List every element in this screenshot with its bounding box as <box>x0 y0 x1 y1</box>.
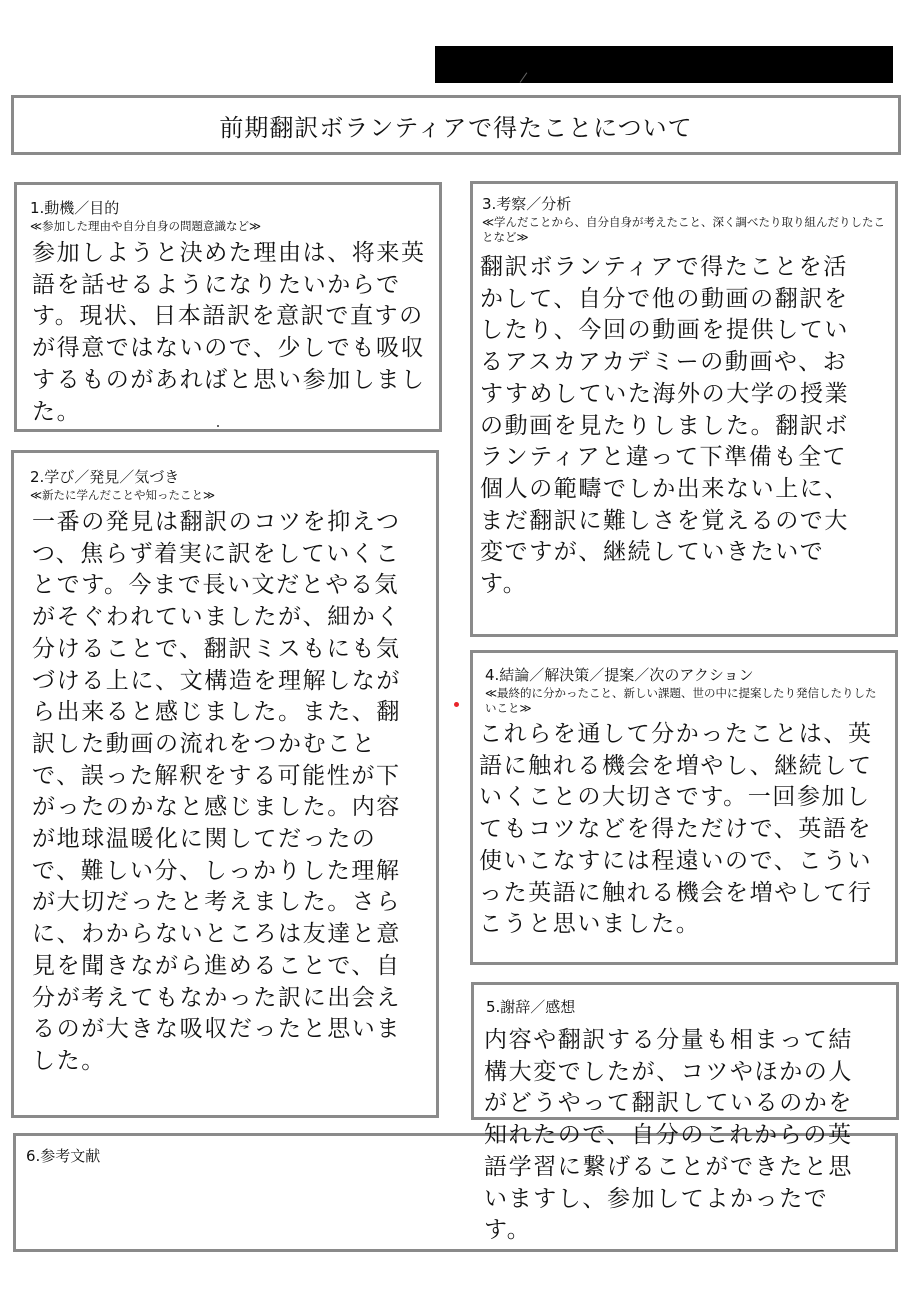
section-conclusion-hint: ≪最終的に分かったこと、新しい課題、世の中に提案したり発信したりしたいこと≫ <box>485 686 877 715</box>
redacted-name-block <box>435 46 893 83</box>
section-motivation-hint: ≪参加した理由や自分自身の問題意識など≫ <box>30 219 262 233</box>
section-analysis-body: 翻訳ボランティアで得たことを活かして、自分で他の動画の翻訳をしたり、今回の動画を提供しているアスカアカデミーの動画や、おすすめしていた海外の大学の授業の動画を見たりしました。翻訳ボランティアと違って下準備も全て個人の範疇でしか出来ない上に、まだ翻訳に難しさを覚えるので大変ですが、継続していきたいです。 <box>480 254 850 598</box>
section-analysis-hint: ≪学んだことから、自分自身が考えたこと、深く調べたり取り組んだりしたことなど≫ <box>482 215 886 244</box>
speck-mark <box>217 425 219 427</box>
section-conclusion-heading: 4.結論／解決策／提案／次のアクション <box>485 666 754 684</box>
section-analysis-heading: 3.考察／分析 <box>482 195 572 213</box>
red-dot-mark <box>454 702 459 707</box>
section-motivation-heading: 1.動機／目的 <box>30 199 120 217</box>
section-learning-heading: 2.学び／発見／気づき <box>30 468 180 486</box>
section-motivation-body: 参加しようと決めた理由は、将来英語を話せるようになりたいからです。現状、日本語訳を意訳で直すのが得意ではないので、少しでも吸収するものがあればと思い参加しました。 <box>32 240 426 425</box>
page-title: 前期翻訳ボランティアで得たことについて <box>219 113 693 142</box>
section-thanks-heading: 5.謝辞／感想 <box>486 998 576 1016</box>
section-conclusion-body: これらを通して分かったことは、英語に触れる機会を増やし、継続していくことの大切さです。一回参加してもコツなどを得ただけで、英語を使いこなすには程遠いので、こういった英語に触れる機会を増やして行こうと思いました。 <box>479 721 873 938</box>
section-learning-body: 一番の発見は翻訳のコツを抑えつつ、焦らず着実に訳をしていくことです。今まで長い文だとやる気がそぐわれていましたが、細かく分けることで、翻訳ミスもにも気づける上に、文構造を理解しながら出来ると感じました。また、翻訳した動画の流れをつかむことで、誤った解釈をする可能性が下がったのかなと感じました。内容が地球温暖化に関してだったので、難しい分、しっかりした理解が大切だったと考えました。さらに、わからないところは友達と意見を聞きながら進めることで、自分が考えてもなかった訳に出会えるのが大きな吸収だったと思いました。 <box>32 509 401 1074</box>
section-references-heading: 6.参考文献 <box>26 1147 101 1165</box>
title-box <box>11 95 901 155</box>
section-thanks-body: 内容や翻訳する分量も相まって結構大変でしたが、コツやほかの人がどうやって翻訳しているのかを知れたので、自分のこれからの英語学習に繋げることができたと思いますし、参加してよかったです。 <box>484 1027 853 1244</box>
section-learning-hint: ≪新たに学んだことや知ったこと≫ <box>30 488 216 502</box>
